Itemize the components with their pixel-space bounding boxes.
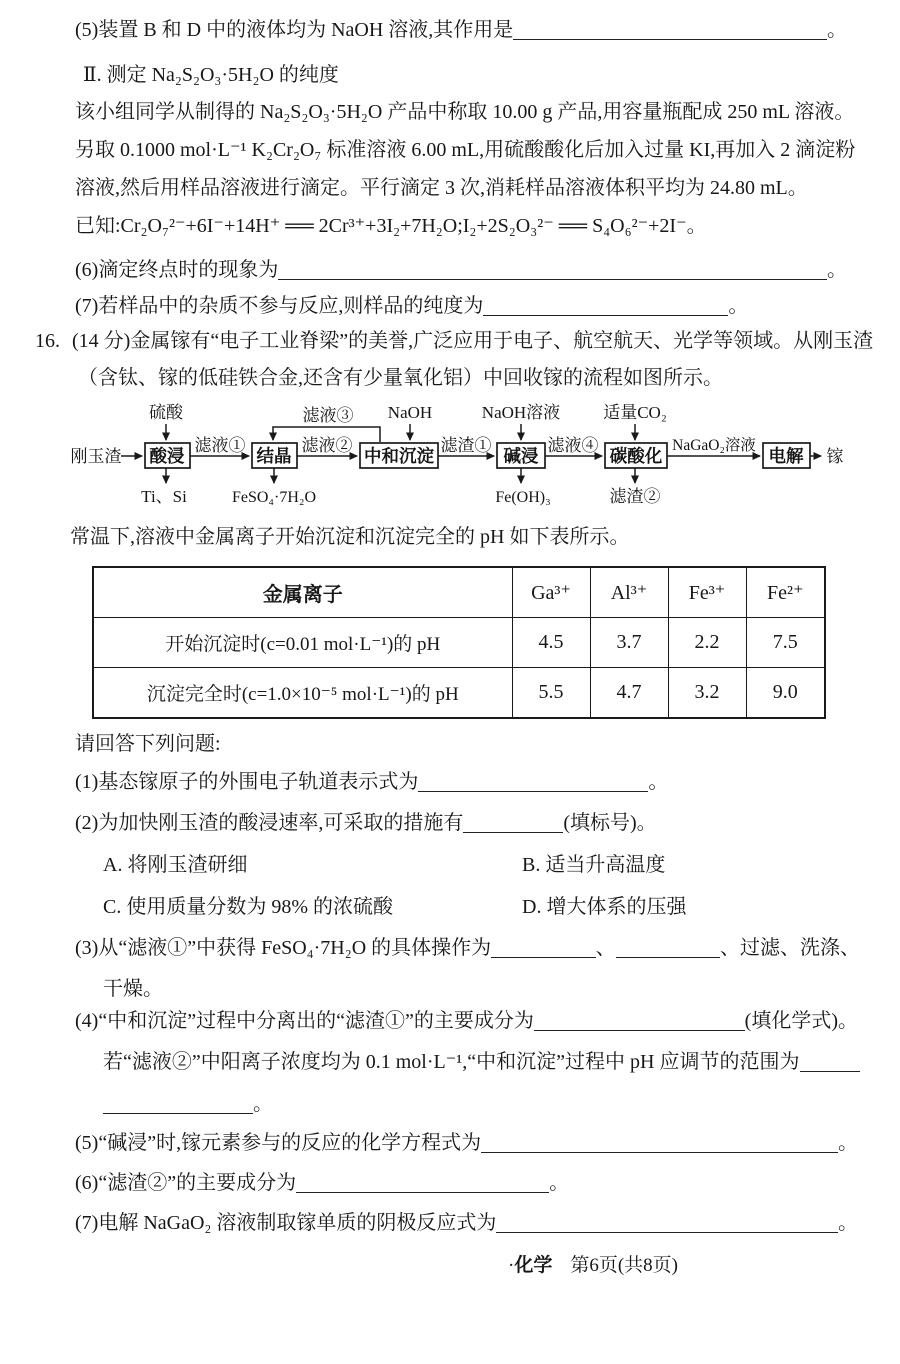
answer-blank[interactable] xyxy=(296,1172,549,1193)
header-cell-ga: Ga³⁺ xyxy=(512,567,590,618)
q16-stem-line2 xyxy=(78,363,723,393)
period: 。 xyxy=(827,259,847,281)
flow-label-filtrate1: 滤液① xyxy=(194,436,246,455)
table-cell: 2.2 xyxy=(668,618,746,668)
equation-text: 已知:Cr₂O₇²⁻+6I⁻+14H⁺ ══ 2Cr³⁺+3I₂+7H₂O;I₂+2S₂O₃²⁻ ══ S₄O₆²⁻+2I⁻。 xyxy=(75,215,707,237)
bottom-label-residue2: 滤渣② xyxy=(609,487,661,506)
step-label-carbonation: 碳酸化 xyxy=(609,446,663,466)
question-text: (4)“中和沉淀”过程中分离出的“滤渣①”的主要成分为 xyxy=(75,1010,534,1032)
header-cell-fe2: Fe²⁺ xyxy=(746,567,825,618)
table-cell: 3.2 xyxy=(668,668,746,719)
q15-part5-line xyxy=(75,15,847,45)
option-text: D. 增大体系的压强 xyxy=(522,896,687,918)
period: 。 xyxy=(648,771,669,793)
option-b xyxy=(522,850,665,880)
period: 。 xyxy=(253,1093,273,1115)
q15-paragraph-1 xyxy=(75,97,854,127)
question-text: (14 分)金属镓有“电子工业脊梁”的美誉,广泛应用于电子、航空航天、光学等领域。从刚玉渣 xyxy=(72,330,874,352)
question-text: (3)从“滤液①”中获得 FeSO₄·7H₂O 的具体操作为 xyxy=(75,937,492,959)
q15-paragraph-3 xyxy=(75,173,808,203)
top-label-naoh-solution: NaOH溶液 xyxy=(481,403,561,422)
option-text: A. 将刚玉渣研细 xyxy=(103,854,248,876)
paragraph-text: 另取 0.1000 mol·L⁻¹ K₂Cr₂O₇ 标准溶液 6.00 mL,用硫酸酸化后加入过量 KI,再加入 2 滴淀粉 xyxy=(75,139,856,161)
page-footer xyxy=(508,1250,678,1277)
q15-part6-line xyxy=(75,255,847,285)
answer-blank[interactable] xyxy=(800,1071,861,1072)
period: 。 xyxy=(838,1212,858,1234)
answer-blank[interactable] xyxy=(491,957,595,958)
option-a xyxy=(103,850,247,880)
period: 。 xyxy=(728,295,749,317)
q16-sub6-line xyxy=(75,1168,569,1198)
row-label: 开始沉淀时(c=0.01 mol·L⁻¹)的 pH xyxy=(93,618,512,668)
table-cell: 9.0 xyxy=(746,668,825,719)
step-label-acid-leach: 酸浸 xyxy=(149,446,185,466)
table-cell: 5.5 xyxy=(512,668,590,719)
header-cell-al: Al³⁺ xyxy=(590,567,668,618)
q16-sub7-line xyxy=(75,1208,858,1238)
q16-sub4-line xyxy=(75,1006,858,1036)
q16-sub5-line xyxy=(75,1128,858,1158)
step-label-crystallize: 结晶 xyxy=(256,446,292,466)
question-text: 若“滤液②”中阳离子浓度均为 0.1 mol·L⁻¹,“中和沉淀”过程中 pH 应调节的范围为 xyxy=(103,1051,800,1073)
question-text: 、过滤、洗涤、 xyxy=(720,937,861,959)
q16-stem-line1 xyxy=(35,326,873,356)
row-label: 沉淀完全时(c=1.0×10⁻⁵ mol·L⁻¹)的 pH xyxy=(93,668,512,719)
question-text: （含钛、镓的低硅铁合金,还含有少量氧化铝）中回收镓的流程如图所示。 xyxy=(78,367,723,389)
table-intro xyxy=(70,522,629,552)
ask-line xyxy=(75,729,221,759)
ph-table xyxy=(92,566,826,719)
bottom-label-feso4: FeSO₄·7H₂O xyxy=(231,489,317,506)
q16-sub3-line xyxy=(75,933,860,963)
step-label-neutralize: 中和沉淀 xyxy=(364,446,434,466)
paragraph-text: 溶液,然后用样品溶液进行滴定。平行滴定 3 次,消耗样品溶液体积平均为 24.80 mL。 xyxy=(75,177,808,199)
q15-paragraph-2 xyxy=(75,135,855,165)
q15-part7-line xyxy=(75,291,748,321)
question-text: (填标号)。 xyxy=(563,812,657,834)
q16-sub4-line3 xyxy=(103,1089,273,1119)
table-header-row xyxy=(93,567,825,618)
q15-known-equations xyxy=(75,211,707,241)
period: 。 xyxy=(549,1172,570,1194)
question-text: (6)“滤渣②”的主要成分为 xyxy=(75,1172,297,1194)
answer-blank[interactable] xyxy=(103,1093,253,1114)
option-text: C. 使用质量分数为 98% 的浓硫酸 xyxy=(103,896,393,918)
table-row xyxy=(93,618,825,668)
table-cell: 4.7 xyxy=(590,668,668,719)
answer-blank[interactable] xyxy=(496,1232,838,1233)
option-d xyxy=(522,892,686,922)
answer-blank[interactable] xyxy=(534,1030,745,1031)
paragraph-text: 该小组同学从制得的 Na₂S₂O₃·5H₂O 产品中称取 10.00 g 产品,用容量瓶配成 250 mL 溶液。 xyxy=(75,101,855,123)
flow-label-filtrate2: 滤液② xyxy=(301,436,353,455)
top-label-naoh: NaOH xyxy=(387,403,433,422)
q16-sub2-line xyxy=(75,808,657,838)
section2-title xyxy=(83,60,339,90)
paragraph-text: 请回答下列问题: xyxy=(75,733,221,755)
answer-blank[interactable] xyxy=(463,812,563,833)
top-label-co2: 适量CO₂ xyxy=(603,403,667,422)
question-text: 干燥。 xyxy=(103,978,163,1000)
bottom-label-ti-si: Ti、Si xyxy=(141,487,187,506)
paragraph-text: 常温下,溶液中金属离子开始沉淀和沉淀完全的 pH 如下表所示。 xyxy=(70,526,630,548)
answer-blank[interactable] xyxy=(616,957,720,958)
q16-sub3-continuation xyxy=(103,974,163,1004)
answer-blank[interactable] xyxy=(483,295,728,316)
question-text: (2)为加快刚玉渣的酸浸速率,可采取的措施有 xyxy=(75,812,464,834)
question-text: (6)滴定终点时的现象为 xyxy=(75,259,279,281)
section-title-text: Ⅱ. 测定 Na₂S₂O₃·5H₂O 的纯度 xyxy=(83,64,339,86)
table-cell: 3.7 xyxy=(590,618,668,668)
question-text: (1)基态镓原子的外围电子轨道表示式为 xyxy=(75,771,419,793)
question-text: (7)若样品中的杂质不参与反应,则样品的纯度为 xyxy=(75,295,484,317)
option-c xyxy=(103,892,393,922)
footer-page-number: 第6页(共8页) xyxy=(570,1255,678,1276)
input-label: 刚玉渣 xyxy=(70,447,122,466)
answer-blank[interactable] xyxy=(513,39,827,40)
period: 。 xyxy=(827,19,847,41)
answer-blank[interactable] xyxy=(418,771,648,792)
flow-label-nagao2: NaGaO₂溶液 xyxy=(672,437,756,454)
answer-blank[interactable] xyxy=(481,1152,838,1153)
flow-diagram xyxy=(60,396,870,514)
flow-label-residue1: 滤渣① xyxy=(440,436,492,455)
table-row xyxy=(93,668,825,719)
top-label-filtrate3: 滤液③ xyxy=(302,406,354,425)
option-text: B. 适当升高温度 xyxy=(522,854,666,876)
question-text: (填化学式)。 xyxy=(744,1010,858,1032)
table-cell: 4.5 xyxy=(512,618,590,668)
separator: 、 xyxy=(595,937,616,959)
step-label-electrolysis: 电解 xyxy=(768,446,804,466)
step-label-alkali-leach: 碱浸 xyxy=(503,446,539,466)
footer-dot: · xyxy=(508,1255,515,1276)
output-label: 镓 xyxy=(826,447,844,466)
answer-blank[interactable] xyxy=(278,279,827,280)
footer-subject: 化学 xyxy=(514,1255,553,1276)
question-text: (5)装置 B 和 D 中的液体均为 NaOH 溶液,其作用是 xyxy=(75,19,514,41)
period: 。 xyxy=(838,1132,858,1154)
header-cell-metal-ion: 金属离子 xyxy=(93,567,512,618)
question-number: 16. xyxy=(35,330,60,352)
bottom-label-feoh3: Fe(OH)₃ xyxy=(495,489,551,506)
flow-label-filtrate4: 滤液④ xyxy=(547,436,599,455)
top-label-sulfuric-acid: 硫酸 xyxy=(149,403,183,422)
q16-sub4-line2 xyxy=(103,1047,860,1077)
q16-sub1-line xyxy=(75,767,668,797)
question-text: (5)“碱浸”时,镓元素参与的反应的化学方程式为 xyxy=(75,1132,482,1154)
question-text: (7)电解 NaGaO₂ 溶液制取镓单质的阴极反应式为 xyxy=(75,1212,497,1234)
table-cell: 7.5 xyxy=(746,618,825,668)
header-cell-fe3: Fe³⁺ xyxy=(668,567,746,618)
